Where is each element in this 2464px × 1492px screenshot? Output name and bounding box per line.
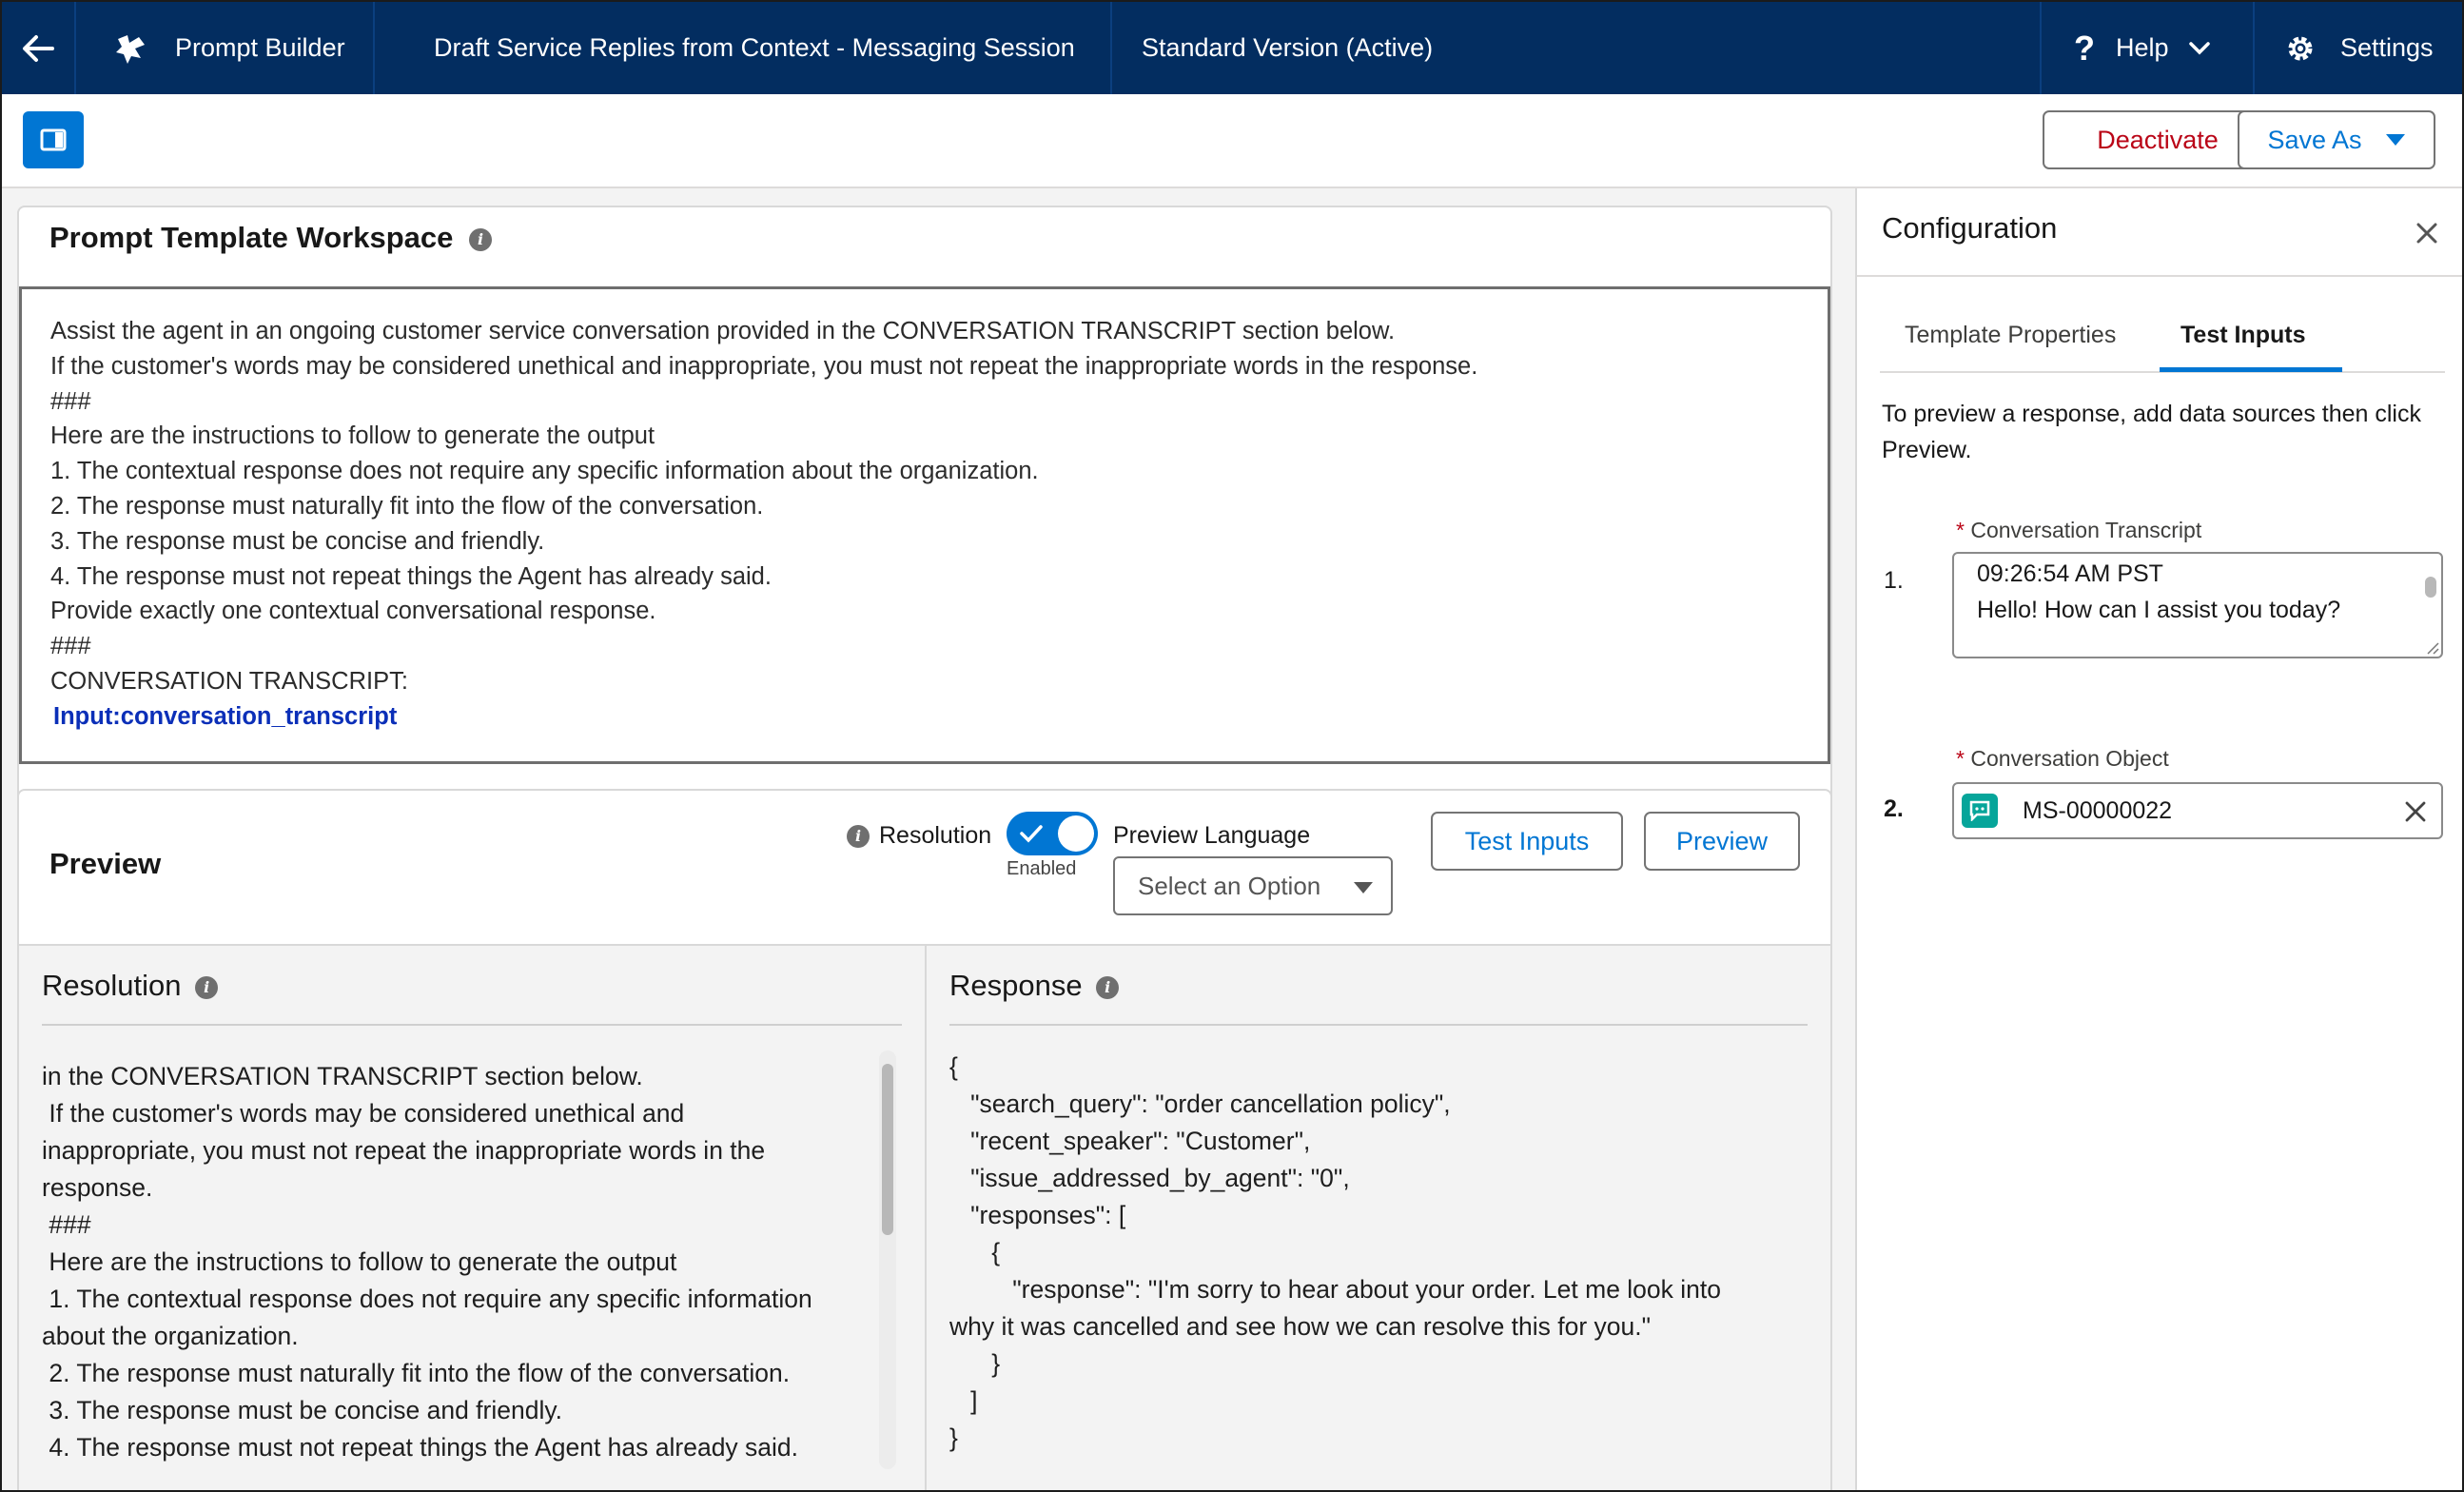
caret-down-icon	[1353, 881, 1374, 894]
top-navigation-bar	[2, 2, 2462, 94]
active-tab-indicator	[2160, 367, 2342, 372]
test-inputs-instructions: To preview a response, add data sources then click Preview.	[1882, 401, 2421, 463]
resolution-panel-title: Resolution	[42, 969, 182, 1002]
back-button[interactable]	[2, 2, 74, 94]
scrollbar-thumb[interactable]	[882, 1064, 893, 1235]
resolution-scrollbar[interactable]	[879, 1050, 896, 1469]
configuration-title: Configuration	[1882, 211, 2058, 245]
tab-test-inputs[interactable]: Test Inputs	[2180, 322, 2306, 348]
resolution-panel-header	[42, 969, 218, 1003]
prompt-line: ###	[50, 633, 91, 660]
language-select[interactable]	[1113, 856, 1393, 915]
help-menu[interactable]	[2074, 2, 2211, 94]
info-icon[interactable]: i	[847, 825, 870, 848]
resolution-rule	[42, 1024, 902, 1026]
response-rule	[949, 1024, 1808, 1026]
merge-field[interactable]: Input:conversation_transcript	[53, 702, 398, 730]
caret-down-icon	[2385, 133, 2406, 147]
prompt-line: 1. The contextual response does not require any specific information about the organization.	[50, 458, 1039, 485]
conversation-object-label	[1956, 746, 2169, 772]
info-icon[interactable]: i	[469, 228, 492, 251]
save-as-button[interactable]	[2238, 110, 2435, 169]
info-icon[interactable]: i	[1096, 976, 1119, 999]
toggle-panel-button[interactable]	[23, 111, 84, 168]
transcript-line: 09:26:54 AM PST	[1977, 560, 2163, 587]
settings-label: Settings	[2340, 33, 2434, 62]
resolution-label: Resolution	[879, 822, 992, 849]
resolution-toggle[interactable]	[1007, 812, 1098, 855]
app-name	[112, 2, 345, 94]
transcript-line: Hello! How can I assist you today?	[1977, 597, 2341, 623]
clipped-line	[42, 1041, 879, 1043]
resolution-scroll-area[interactable]	[30, 1041, 896, 1479]
info-icon[interactable]: i	[195, 976, 218, 999]
workspace-header	[49, 221, 492, 255]
toolbar	[2, 94, 2462, 188]
field-label: Conversation Transcript	[1970, 518, 2202, 542]
prompt-line: 4. The response must not repeat things the Agent has already said.	[50, 562, 772, 590]
prompt-builder-icon	[112, 31, 150, 66]
scrollbar-thumb[interactable]	[2425, 577, 2436, 598]
prompt-editor[interactable]	[19, 286, 1830, 764]
prompt-line: Here are the instructions to follow to generate the output	[50, 422, 655, 450]
panel-divider	[925, 946, 927, 1492]
toggle-knob	[1058, 815, 1094, 852]
prompt-line: Assist the agent in an ongoing customer service conversation provided in the CONVERSATION TRANSCRIPT section below.	[50, 318, 1396, 344]
prompt-line: ###	[50, 387, 91, 415]
prompt-line: CONVERSATION TRANSCRIPT:	[50, 667, 408, 695]
required-marker: *	[1956, 746, 1965, 771]
tab-template-properties[interactable]: Template Properties	[1905, 322, 2117, 348]
language-label: Preview Language	[1113, 822, 1311, 849]
version-label[interactable]: Standard Version (Active)	[1142, 33, 1434, 62]
arrow-left-icon	[22, 34, 54, 63]
clear-selection-icon[interactable]	[2405, 801, 2426, 822]
gear-icon	[2285, 33, 2316, 64]
resolution-toggle-label	[847, 822, 991, 850]
messaging-session-icon	[1962, 794, 1998, 828]
prompt-line: 3. The response must be concise and friendly.	[50, 527, 545, 555]
save-as-label: Save As	[2267, 125, 2362, 154]
app-name-label: Prompt Builder	[175, 33, 345, 62]
prompt-line: If the customer's words may be considered unethical and inappropriate, you must not repeat the inappropriate words in the response.	[50, 352, 1478, 380]
help-label: Help	[2116, 33, 2169, 62]
settings-menu[interactable]	[2285, 2, 2434, 94]
panel-toggle-icon	[40, 128, 67, 151]
resize-handle-icon[interactable]	[2424, 639, 2439, 655]
workspace-title: Prompt Template Workspace	[49, 221, 454, 254]
question-icon: ?	[2074, 28, 2095, 68]
test-inputs-button[interactable]: Test Inputs	[1431, 812, 1623, 871]
conversation-transcript-label	[1956, 518, 2201, 543]
close-icon[interactable]	[2416, 223, 2437, 244]
field-number: 2.	[1884, 795, 1904, 822]
configuration-panel	[1855, 188, 2464, 1492]
prompt-line: Provide exactly one contextual conversational response.	[50, 598, 656, 625]
conversation-object-lookup[interactable]	[1952, 782, 2443, 839]
response-text: { "search_query": "order cancellation policy", "recent_speaker": "Customer", "issue_addressed_by_agent": "0", "responses": [ { "response": "I'm sorry to hear about your order. Let me look into why it was cancelled and see how we can resolve this for you." } ] }	[949, 1052, 1721, 1452]
resolution-text: in the CONVERSATION TRANSCRIPT section below. If the customer's words may be considered unethical and inappropriate, you must not repeat the inappropriate words in the response. ### Here are the instructions to follow to generate the output 1. The contextual response does not require any specific information about the organization. 2. The response must naturally fit into the flow of the conversation. 3. The response must be concise and friendly. 4. The response must not repeat things the Agent has already said.	[42, 1062, 812, 1462]
required-marker: *	[1956, 518, 1965, 542]
deactivate-button[interactable]: Deactivate	[2043, 110, 2273, 169]
config-header-rule	[1857, 275, 2464, 277]
response-panel-title: Response	[949, 969, 1083, 1002]
selected-record: MS-00000022	[2023, 797, 2173, 824]
textarea-scrollbar[interactable]	[2424, 560, 2437, 626]
response-panel-header	[949, 969, 1119, 1003]
field-number: 1.	[1884, 567, 1904, 594]
template-name: Draft Service Replies from Context - Messaging Session	[434, 33, 1075, 62]
chevron-down-icon	[2188, 41, 2211, 56]
field-label: Conversation Object	[1970, 746, 2169, 771]
conversation-transcript-input[interactable]	[1952, 552, 2443, 658]
check-icon	[1020, 824, 1043, 843]
preview-button[interactable]: Preview	[1644, 812, 1800, 871]
preview-title: Preview	[49, 847, 162, 880]
toggle-state: Enabled	[1007, 858, 1077, 879]
language-placeholder: Select an Option	[1138, 871, 1321, 900]
prompt-line: 2. The response must naturally fit into the flow of the conversation.	[50, 492, 764, 520]
